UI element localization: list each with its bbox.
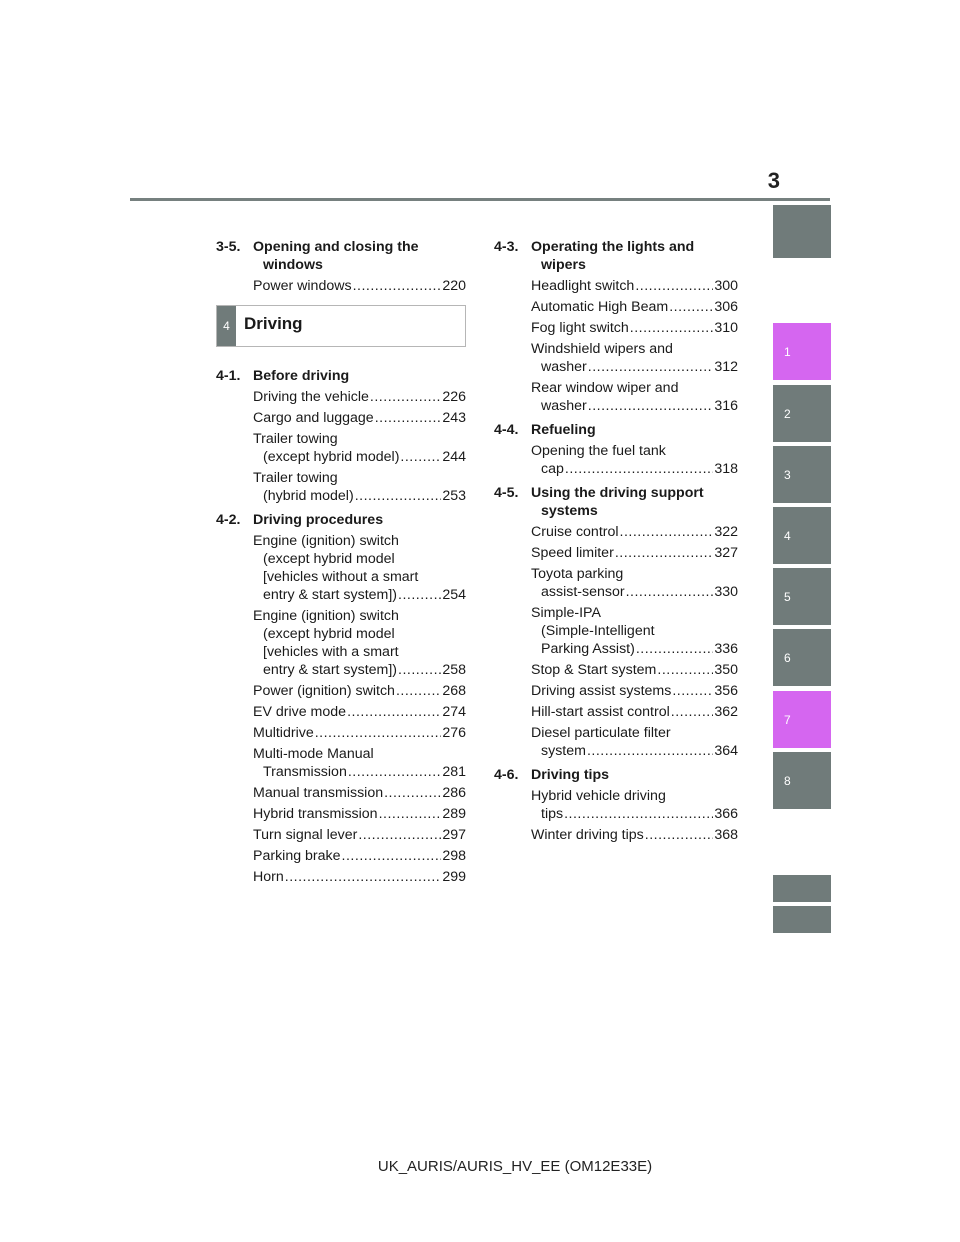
tab-blank-bottom-1[interactable] — [773, 875, 831, 902]
entry-page: 289 — [442, 806, 466, 822]
entry-title: Simple-IPA — [531, 605, 601, 621]
leader-dots — [370, 388, 441, 406]
entry-title: Manual transmission — [253, 785, 384, 801]
tab-chapter-7[interactable]: 7 — [773, 691, 831, 748]
leader-dots — [342, 847, 442, 865]
leader-dots — [353, 277, 442, 295]
toc-entry[interactable] — [531, 604, 738, 658]
entry-title: Hill-start assist control — [531, 704, 670, 720]
section-number: 3-5. — [216, 239, 241, 255]
toc-entry[interactable] — [253, 682, 466, 700]
toc-entry[interactable] — [253, 409, 466, 427]
entry-title: Diesel particulate filter — [531, 725, 671, 741]
tab-chapter-5[interactable]: 5 — [773, 568, 831, 625]
entry-title: Hybrid vehicle driving — [531, 788, 666, 804]
toc-entry[interactable] — [253, 784, 466, 802]
entry-title: Horn — [253, 869, 284, 885]
leader-dots — [400, 448, 441, 466]
entry-page: 366 — [714, 806, 738, 822]
section-number: 4-5. — [494, 485, 519, 501]
toc-entry[interactable] — [531, 826, 738, 844]
toc-entry[interactable] — [253, 703, 466, 721]
entry-title: Fog light switch — [531, 320, 629, 336]
toc-entry[interactable] — [531, 565, 738, 601]
entry-title: Multidrive — [253, 725, 314, 741]
entry-page: 254 — [442, 587, 466, 603]
section-title-text: Driving tips — [531, 767, 610, 783]
entry-page: 226 — [442, 389, 466, 405]
leader-dots — [347, 703, 441, 721]
entry-title: (Simple-Intelligent — [541, 623, 655, 639]
toc-entry[interactable] — [531, 523, 738, 541]
entry-title: Turn signal lever — [253, 827, 358, 843]
leader-dots — [384, 784, 441, 802]
header-rule — [130, 198, 830, 201]
tab-chapter-8[interactable]: 8 — [773, 752, 831, 809]
toc-entry[interactable] — [531, 544, 738, 562]
section-title — [494, 766, 738, 784]
toc-entry[interactable] — [531, 298, 738, 316]
tab-chapter-2[interactable]: 2 — [773, 385, 831, 442]
entry-page: 253 — [442, 488, 466, 504]
entry-title: Driving assist systems — [531, 683, 672, 699]
leader-dots — [588, 358, 714, 376]
leader-dots — [564, 805, 713, 823]
section-number: 4-1. — [216, 368, 241, 384]
entry-title: (hybrid model) — [263, 488, 354, 504]
entry-page: 316 — [714, 398, 738, 414]
section-title — [494, 238, 738, 274]
entry-page: 220 — [442, 278, 466, 294]
section-number: 4-3. — [494, 239, 519, 255]
tab-blank-bottom-2[interactable] — [773, 906, 831, 933]
toc-entry[interactable] — [531, 379, 738, 415]
entry-title: Rear window wiper and — [531, 380, 679, 396]
toc-entry[interactable] — [253, 469, 466, 505]
entry-page: 310 — [714, 320, 738, 336]
entry-page: 368 — [714, 827, 738, 843]
leader-dots — [615, 544, 714, 562]
entry-title: Power windows — [253, 278, 352, 294]
leader-dots — [587, 742, 713, 760]
entry-page: 350 — [714, 662, 738, 678]
entry-page: 312 — [714, 359, 738, 375]
tab-chapter-3[interactable]: 3 — [773, 446, 831, 503]
toc-entry[interactable] — [253, 805, 466, 823]
toc-entry[interactable] — [253, 607, 466, 679]
entry-title: Power (ignition) switch — [253, 683, 395, 699]
toc-right-column — [494, 238, 738, 844]
section-title-text: wipers — [541, 257, 586, 273]
entry-page: 243 — [442, 410, 466, 426]
entry-title: cap — [541, 461, 564, 477]
leader-dots — [630, 319, 714, 337]
entry-title: (except hybrid model — [263, 626, 395, 642]
entry-title: Cargo and luggage — [253, 410, 374, 426]
leader-dots — [671, 703, 714, 721]
entry-title: Trailer towing — [253, 431, 338, 447]
entry-title: washer — [541, 398, 587, 414]
toc-left-column — [216, 238, 466, 886]
entry-page: 300 — [714, 278, 738, 294]
entry-title: washer — [541, 359, 587, 375]
toc-entry[interactable] — [253, 847, 466, 865]
section-title-text: Refueling — [531, 422, 596, 438]
entry-title: [vehicles without a smart — [263, 569, 419, 585]
tab-chapter-6[interactable]: 6 — [773, 629, 831, 686]
section-title-text: Driving procedures — [253, 512, 384, 528]
section-title — [216, 511, 466, 529]
toc-entry[interactable] — [531, 319, 738, 337]
leader-dots — [672, 682, 713, 700]
entry-page: 244 — [442, 449, 466, 465]
entry-page: 306 — [714, 299, 738, 315]
toc-entry[interactable] — [253, 388, 466, 406]
entry-page: 356 — [714, 683, 738, 699]
entry-title: Stop & Start system — [531, 662, 657, 678]
document-footer: UK_AURIS/AURIS_HV_EE (OM12E33E) — [377, 1158, 653, 1175]
leader-dots — [375, 409, 442, 427]
chapter-title: Driving — [244, 314, 303, 333]
section-title — [494, 421, 738, 439]
toc-entry[interactable] — [531, 787, 738, 823]
leader-dots — [315, 724, 442, 742]
entry-page: 330 — [714, 584, 738, 600]
leader-dots — [636, 640, 714, 658]
toc-entry[interactable] — [253, 724, 466, 742]
section-title-text: windows — [263, 257, 323, 273]
section-title — [216, 238, 466, 274]
leader-dots — [348, 763, 441, 781]
entry-title: Trailer towing — [253, 470, 338, 486]
tab-chapter-1[interactable]: 1 — [773, 323, 831, 380]
leader-dots — [645, 826, 714, 844]
entry-page: 318 — [714, 461, 738, 477]
entry-page: 276 — [442, 725, 466, 741]
toc-entry[interactable] — [253, 826, 466, 844]
entry-page: 327 — [714, 545, 738, 561]
entry-page: 281 — [442, 764, 466, 780]
section-number: 4-2. — [216, 512, 241, 528]
chapter-heading — [216, 305, 466, 347]
leader-dots — [398, 586, 441, 604]
leader-dots — [669, 298, 713, 316]
tab-blank-top[interactable] — [773, 205, 831, 258]
toc-entry[interactable] — [531, 703, 738, 721]
page-number: 3 — [767, 168, 780, 193]
section-title-text: Operating the lights and — [531, 239, 695, 255]
entry-title: (except hybrid model) — [263, 449, 400, 465]
toc-entry[interactable] — [531, 682, 738, 700]
toc-entry[interactable] — [531, 442, 738, 478]
section-title-text: Using the driving support — [531, 485, 704, 501]
entry-title: assist-sensor — [541, 584, 625, 600]
tab-chapter-4[interactable]: 4 — [773, 507, 831, 564]
entry-page: 286 — [442, 785, 466, 801]
entry-page: 268 — [442, 683, 466, 699]
toc-entry[interactable] — [531, 724, 738, 760]
toc-entry[interactable] — [531, 661, 738, 679]
entry-title: Transmission — [263, 764, 347, 780]
section-title — [216, 367, 466, 385]
toc-entry[interactable] — [531, 277, 738, 295]
entry-page: 297 — [442, 827, 466, 843]
entry-page: 274 — [442, 704, 466, 720]
entry-title: Opening the fuel tank — [531, 443, 666, 459]
section-title-text: Opening and closing the — [253, 239, 419, 255]
entry-title: (except hybrid model — [263, 551, 395, 567]
entry-page: 299 — [442, 869, 466, 885]
section-title-text: Before driving — [253, 368, 350, 384]
entry-title: Windshield wipers and — [531, 341, 673, 357]
leader-dots — [396, 682, 441, 700]
section-title — [494, 484, 738, 520]
entry-title: Hybrid transmission — [253, 806, 378, 822]
leader-dots — [588, 397, 714, 415]
entry-title: Winter driving tips — [531, 827, 644, 843]
entry-title: entry & start system]) — [263, 662, 398, 678]
entry-page: 364 — [714, 743, 738, 759]
toc-entry[interactable] — [253, 868, 466, 886]
chapter-number: 4 — [217, 306, 236, 346]
leader-dots — [620, 523, 714, 541]
entry-page: 258 — [442, 662, 466, 678]
entry-title: tips — [541, 806, 564, 822]
toc-entry[interactable] — [253, 532, 466, 604]
section-number: 4-4. — [494, 422, 519, 438]
leader-dots — [285, 868, 442, 886]
entry-page: 362 — [714, 704, 738, 720]
section-title-text: systems — [541, 503, 598, 519]
entry-title: EV drive mode — [253, 704, 347, 720]
leader-dots — [565, 460, 713, 478]
leader-dots — [358, 826, 441, 844]
entry-title: Toyota parking — [531, 566, 624, 582]
leader-dots — [398, 661, 441, 679]
entry-title: Multi-mode Manual — [253, 746, 374, 762]
leader-dots — [379, 805, 442, 823]
toc-entry[interactable] — [253, 745, 466, 781]
entry-title: Driving the vehicle — [253, 389, 369, 405]
entry-title: Headlight switch — [531, 278, 635, 294]
toc-entry[interactable] — [253, 277, 466, 295]
section-number: 4-6. — [494, 767, 519, 783]
entry-title: [vehicles with a smart — [263, 644, 399, 660]
entry-page: 322 — [714, 524, 738, 540]
toc-entry[interactable] — [531, 340, 738, 376]
leader-dots — [626, 583, 714, 601]
leader-dots — [635, 277, 713, 295]
leader-dots — [355, 487, 442, 505]
entry-title: Cruise control — [531, 524, 619, 540]
entry-title: Speed limiter — [531, 545, 614, 561]
toc-entry[interactable] — [253, 430, 466, 466]
entry-title: Engine (ignition) switch — [253, 533, 399, 549]
entry-page: 336 — [714, 641, 738, 657]
entry-title: Parking brake — [253, 848, 341, 864]
entry-title: entry & start system]) — [263, 587, 398, 603]
entry-title: Parking Assist) — [541, 641, 635, 657]
entry-title: system — [541, 743, 586, 759]
leader-dots — [657, 661, 713, 679]
entry-page: 298 — [442, 848, 466, 864]
entry-title: Automatic High Beam — [531, 299, 669, 315]
entry-title: Engine (ignition) switch — [253, 608, 399, 624]
